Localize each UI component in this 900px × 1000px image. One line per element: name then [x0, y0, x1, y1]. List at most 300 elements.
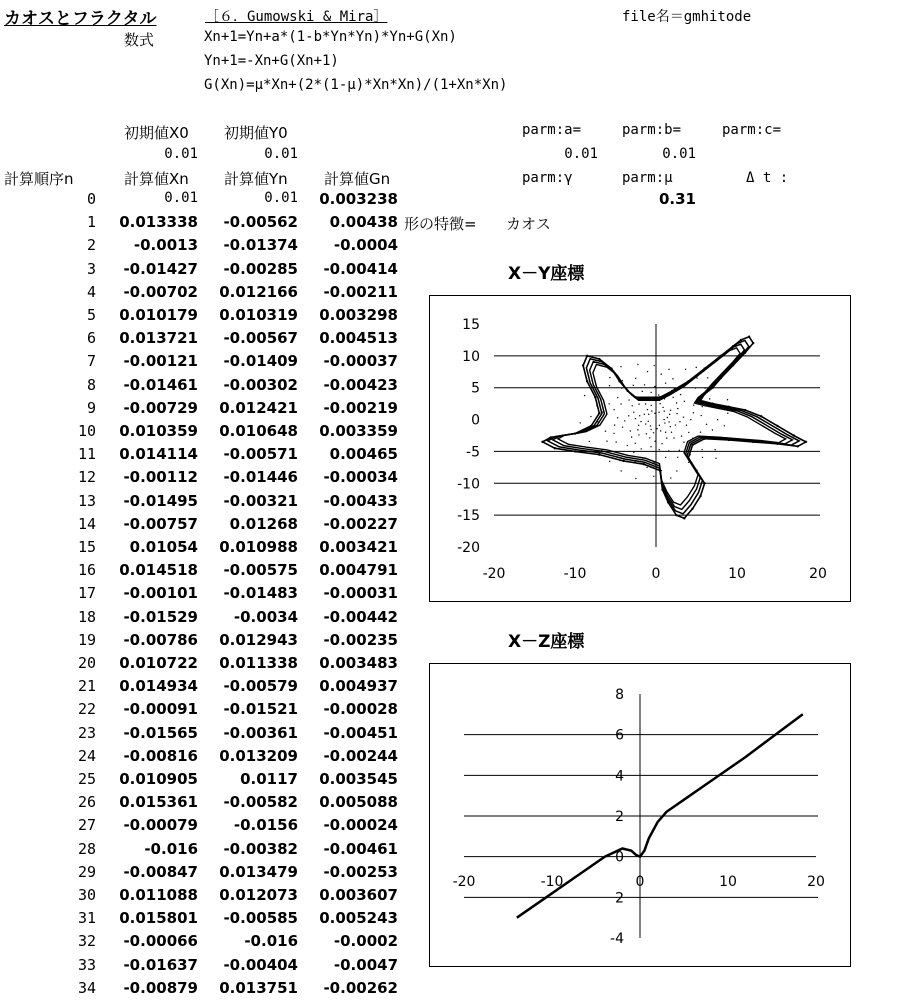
data-point [659, 396, 661, 398]
data-point [683, 442, 684, 443]
cell-n: 13 [77, 491, 96, 510]
cell-n: 1 [86, 213, 96, 232]
data-point [706, 424, 707, 425]
data-point [704, 438, 705, 439]
data-point [620, 470, 621, 471]
data-point [645, 423, 646, 424]
cell-xn: -0.00702 [123, 282, 198, 301]
data-point [688, 462, 689, 463]
data-point [665, 457, 666, 458]
data-point [635, 418, 636, 419]
data-point [622, 426, 623, 427]
y-tick-label: -15 [457, 508, 480, 525]
x-tick-label: 10 [719, 874, 737, 890]
data-point [645, 403, 646, 404]
cell-gn: -0.00442 [323, 607, 398, 626]
cell-n: 17 [77, 584, 96, 603]
y-tick-label: 0 [615, 849, 624, 866]
data-point [676, 413, 677, 414]
cell-gn: 0.004937 [319, 677, 398, 696]
data-point [633, 452, 634, 453]
cell-xn: -0.00729 [123, 398, 198, 417]
y-tick-label: -10 [457, 476, 480, 493]
data-point [715, 458, 716, 459]
data-point [644, 384, 645, 385]
data-point [669, 414, 670, 415]
cell-xn: -0.00079 [123, 816, 198, 835]
data-point [702, 406, 703, 407]
cell-yn: -0.016 [244, 932, 298, 951]
cell-yn: -0.00579 [223, 677, 298, 696]
data-point [686, 424, 687, 425]
data-point [695, 469, 697, 471]
cell-xn: -0.01495 [123, 491, 198, 510]
formula-line-1: Xn+1=Yn+a*(1-b*Yn*Yn)*Yn+G(Xn) [204, 29, 457, 45]
cell-n: 18 [77, 607, 96, 626]
data-point [714, 449, 715, 450]
data-point [676, 402, 677, 403]
data-point [605, 431, 606, 432]
cell-yn: 0.0117 [240, 770, 298, 788]
data-point [712, 429, 713, 430]
initial-x0-label: 初期値X0 [124, 124, 189, 142]
data-point [682, 385, 683, 386]
data-point [648, 421, 649, 422]
cell-xn: -0.01461 [123, 375, 198, 394]
chart-xz [430, 664, 850, 966]
cell-gn: -0.00031 [323, 584, 398, 603]
data-point [632, 405, 633, 406]
cell-yn: -0.00302 [223, 375, 298, 394]
data-point [677, 457, 678, 458]
data-point [679, 421, 680, 422]
cell-yn: 0.013479 [219, 862, 298, 881]
data-point [622, 380, 623, 381]
cell-n: 5 [86, 306, 96, 324]
header-yn: 計算値Yn [224, 170, 288, 188]
data-point [598, 358, 600, 360]
cell-gn: -0.00423 [323, 375, 398, 394]
cell-yn: -0.00361 [223, 723, 298, 742]
data-point [650, 425, 651, 426]
cell-n: 10 [77, 422, 96, 440]
data-point [609, 385, 610, 386]
cell-gn: -0.00211 [323, 282, 398, 301]
cell-xn: -0.00847 [123, 862, 198, 881]
cell-xn: -0.01637 [123, 955, 198, 974]
data-point [550, 436, 552, 438]
cell-n: 34 [77, 978, 96, 997]
cell-xn: -0.00112 [123, 468, 198, 487]
param-a-value: 0.01 [564, 146, 598, 162]
data-point [650, 446, 651, 447]
section-title: ［６．Gumowski & Mira］ [205, 9, 388, 25]
data-point [793, 434, 795, 436]
data-point [701, 415, 702, 416]
cell-yn: -0.00585 [223, 909, 298, 928]
x-tick-label: 20 [807, 874, 825, 890]
data-point [618, 380, 620, 382]
data-point [720, 377, 722, 379]
x-tick-label: 0 [635, 874, 645, 890]
cell-xn: -0.01529 [123, 607, 198, 626]
data-point [732, 345, 734, 347]
data-point [635, 443, 636, 444]
cell-n: 22 [77, 700, 96, 719]
data-point [683, 517, 685, 519]
cell-n: 8 [86, 375, 96, 394]
cell-xn: 0.015801 [119, 909, 198, 928]
data-point [699, 495, 701, 497]
data-point [662, 407, 663, 408]
data-point [614, 424, 615, 425]
cell-n: 28 [77, 839, 96, 858]
data-point [776, 425, 778, 427]
data-point [703, 482, 705, 484]
data-point [695, 387, 696, 388]
cell-n: 4 [86, 282, 96, 301]
y-tick-label: 6 [615, 727, 624, 744]
data-point [633, 385, 634, 386]
file-name: file名＝gmhitode [622, 9, 752, 25]
data-point [631, 436, 632, 437]
data-point [615, 441, 616, 442]
cell-xn: -0.01427 [123, 259, 198, 278]
header-gn: 計算値Gn [324, 170, 391, 188]
cell-n: 0 [86, 190, 96, 208]
cell-n: 30 [77, 886, 96, 904]
cell-n: 9 [86, 398, 96, 417]
y-tick-label: -20 [457, 540, 480, 556]
data-point [679, 450, 680, 451]
shape-value: カオス [506, 215, 551, 233]
data-point [641, 448, 642, 449]
cell-yn: -0.01409 [223, 352, 298, 371]
initial-x0-value: 0.01 [164, 146, 198, 162]
data-point [665, 432, 666, 433]
cell-yn: -0.00567 [223, 329, 298, 348]
data-point [700, 431, 701, 432]
data-point [621, 387, 622, 388]
data-point [659, 403, 660, 404]
data-point [702, 457, 703, 458]
data-point [696, 377, 697, 378]
data-point [638, 403, 639, 404]
cell-n: 29 [77, 862, 96, 881]
data-point [696, 367, 697, 368]
param-gamma-label: parm:γ [522, 170, 573, 186]
data-point [596, 405, 597, 406]
data-point [719, 408, 720, 409]
x-tick-label: -10 [540, 874, 564, 890]
data-point [654, 441, 655, 442]
data-point [724, 425, 725, 426]
initial-y0-label: 初期値Y0 [224, 124, 288, 142]
cell-yn: -0.0034 [233, 607, 298, 626]
data-point [630, 430, 631, 431]
cell-xn: -0.00879 [123, 978, 198, 997]
cell-xn: -0.016 [144, 839, 198, 858]
data-point [574, 450, 576, 452]
data-point [667, 501, 669, 503]
data-point [650, 429, 651, 430]
data-point [744, 351, 746, 353]
cell-xn: 0.013338 [119, 213, 198, 232]
y-tick-label: 4 [615, 768, 624, 785]
cell-yn: 0.013209 [219, 746, 298, 765]
cell-n: 33 [77, 955, 96, 974]
data-point [660, 430, 661, 431]
data-point [648, 414, 649, 415]
param-b-label: parm:b= [622, 122, 682, 138]
data-point [680, 394, 681, 395]
chart-xy-box [429, 295, 851, 602]
header-xn: 計算値Xn [124, 170, 189, 188]
data-point [672, 397, 673, 398]
data-point [668, 421, 669, 422]
data-point [653, 462, 654, 463]
y-tick-label: 2 [615, 809, 624, 825]
data-point [606, 441, 607, 442]
data-point [589, 441, 590, 442]
data-point [671, 390, 673, 392]
cell-yn: -0.00321 [223, 491, 298, 510]
data-point [640, 421, 641, 422]
cell-n: 12 [77, 468, 96, 487]
data-point [597, 393, 598, 394]
data-point [635, 396, 637, 398]
cell-yn: -0.00562 [223, 213, 298, 232]
cell-gn: -0.00219 [323, 398, 398, 417]
cell-xn: 0.01054 [129, 538, 198, 556]
cell-xn: 0.011088 [119, 886, 198, 904]
cell-xn: 0.014518 [119, 561, 198, 580]
data-point [635, 478, 636, 479]
data-point [611, 451, 612, 452]
cell-gn: -0.0047 [333, 955, 398, 974]
data-point [748, 336, 750, 338]
data-point [637, 429, 638, 430]
data-point [712, 387, 714, 389]
cell-yn: -0.01446 [223, 468, 298, 487]
cell-n: 7 [86, 352, 96, 371]
y-tick-label: 2 [615, 890, 624, 907]
cell-gn: -0.0004 [333, 236, 398, 255]
cell-xn: -0.00816 [123, 746, 198, 765]
data-point [601, 450, 602, 451]
data-point [760, 415, 762, 417]
data-point [681, 435, 682, 436]
cell-n: 2 [86, 236, 96, 255]
cell-xn: -0.00066 [123, 932, 198, 951]
data-point [574, 432, 576, 434]
data-point [666, 437, 667, 438]
cell-gn: -0.00037 [323, 352, 398, 371]
cell-n: 15 [77, 538, 96, 556]
data-point [602, 411, 603, 412]
cell-gn: -0.00461 [323, 839, 398, 858]
data-point [613, 409, 614, 410]
data-point [664, 398, 665, 399]
cell-xn: 0.014934 [119, 677, 198, 696]
cell-gn: -0.0002 [333, 932, 398, 951]
data-point [642, 391, 643, 392]
cell-n: 14 [77, 514, 96, 533]
data-point [617, 397, 618, 398]
cell-yn: 0.012166 [219, 282, 298, 301]
data-point [586, 355, 588, 357]
data-point [541, 441, 543, 443]
data-point [693, 412, 694, 413]
data-point [646, 467, 647, 468]
cell-yn: -0.01374 [223, 236, 298, 255]
data-point [665, 382, 666, 383]
data-point [689, 454, 690, 455]
initial-y0-value: 0.01 [264, 146, 298, 162]
data-point [677, 408, 678, 409]
data-point [685, 369, 686, 370]
data-point [643, 463, 645, 465]
cell-gn: -0.00235 [323, 630, 398, 649]
data-point [554, 447, 556, 449]
data-point [728, 406, 730, 408]
cell-gn: 0.004513 [319, 329, 398, 348]
data-point [670, 477, 671, 478]
chart-xy [430, 296, 850, 601]
data-point [651, 410, 652, 411]
data-point [674, 388, 675, 389]
cell-xn: -0.00757 [123, 514, 198, 533]
cell-yn: -0.00404 [223, 955, 298, 974]
data-point [725, 439, 726, 440]
data-point [709, 398, 710, 399]
data-point [597, 421, 598, 422]
data-point [658, 411, 659, 412]
data-point [609, 377, 610, 378]
param-b-value: 0.01 [662, 146, 696, 162]
data-point [609, 461, 610, 462]
data-point [752, 342, 754, 344]
cell-yn: -0.00382 [223, 839, 298, 858]
cell-n: 20 [77, 654, 96, 672]
cell-gn: -0.00451 [323, 723, 398, 742]
data-point [580, 422, 581, 423]
data-point [703, 367, 705, 369]
cell-gn: 0.003483 [319, 654, 398, 672]
data-point [628, 399, 629, 400]
data-point [628, 415, 629, 416]
cell-xn: -0.00101 [123, 584, 198, 603]
cell-yn: -0.01521 [223, 700, 298, 719]
cell-n: 21 [77, 677, 96, 696]
cell-xn: 0.015361 [119, 793, 198, 812]
data-point [664, 410, 665, 411]
data-point [650, 392, 651, 393]
param-dt-label: Δ t : [746, 170, 789, 186]
y-tick-label: 8 [615, 687, 624, 703]
data-point [690, 419, 691, 420]
data-point [744, 409, 746, 411]
data-point [704, 387, 705, 388]
data-point [659, 449, 660, 450]
x-tick-label: -10 [563, 566, 587, 582]
cell-xn: 0.014114 [119, 445, 198, 464]
cell-xn: 0.010722 [119, 654, 198, 672]
x-tick-label: -20 [452, 874, 476, 890]
data-point [654, 386, 655, 387]
cell-yn: -0.01483 [223, 584, 298, 603]
data-point [613, 433, 614, 434]
data-point [660, 373, 661, 374]
data-point [654, 413, 655, 414]
data-point [649, 437, 650, 438]
data-point [670, 426, 671, 427]
cell-xn: 0.01 [164, 190, 198, 206]
data-point [668, 369, 669, 370]
data-point [688, 432, 689, 433]
cell-gn: 0.003238 [319, 190, 398, 208]
cell-n: 19 [77, 630, 96, 649]
data-point [797, 445, 799, 447]
data-point [619, 460, 620, 461]
data-point [684, 401, 685, 402]
data-point [661, 488, 663, 490]
data-point [776, 443, 778, 445]
cell-gn: 0.00465 [329, 445, 398, 464]
cell-yn: -0.00571 [223, 445, 298, 464]
data-point [656, 428, 657, 429]
chart-xz-box [429, 663, 851, 967]
cell-gn: -0.00227 [323, 514, 398, 533]
data-point [728, 439, 730, 441]
data-point [644, 414, 645, 415]
shape-label: 形の特徴= [404, 215, 477, 233]
data-point [626, 390, 628, 392]
data-point [752, 441, 754, 443]
cell-gn: 0.00438 [329, 213, 398, 232]
data-point [692, 438, 693, 439]
y-tick-label: 10 [462, 348, 480, 365]
cell-n: 24 [77, 746, 96, 765]
data-point [691, 508, 693, 510]
chart-xy-title: X－Y座標 [508, 264, 585, 284]
cell-yn: -0.0156 [233, 816, 298, 835]
y-tick-label: 5 [471, 380, 480, 397]
cell-yn: 0.010648 [219, 422, 298, 440]
cell-n: 27 [77, 816, 96, 835]
data-point [727, 399, 728, 400]
data-point [610, 367, 612, 369]
data-point [637, 364, 638, 365]
data-point [633, 411, 634, 412]
formula-label: 数式 [124, 31, 155, 49]
data-point [638, 434, 639, 435]
cell-gn: -0.00262 [323, 978, 398, 997]
data-point [658, 394, 659, 395]
data-point [712, 402, 714, 404]
cell-yn: -0.00582 [223, 793, 298, 812]
data-point [671, 432, 672, 433]
cell-gn: 0.003359 [319, 422, 398, 440]
cell-gn: 0.005243 [319, 909, 398, 928]
data-point [582, 364, 584, 366]
cell-n: 23 [77, 723, 96, 742]
cell-yn: 0.012073 [219, 886, 298, 904]
cell-xn: 0.010359 [119, 422, 198, 440]
cell-gn: 0.003545 [319, 770, 398, 788]
data-point [653, 476, 654, 477]
data-point [586, 380, 588, 382]
